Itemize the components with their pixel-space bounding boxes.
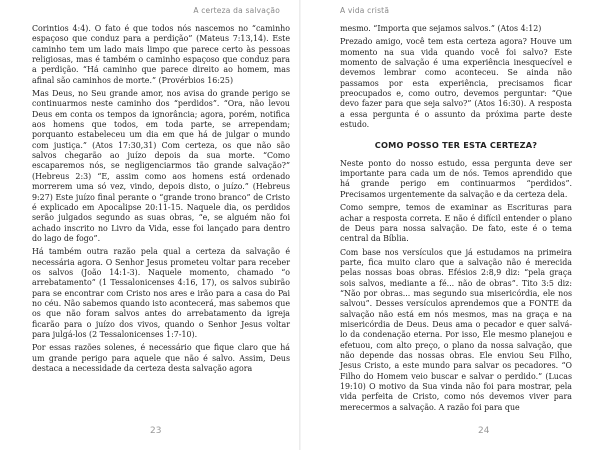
paragraph: Prezado amigo, você tem esta certeza agora? Houve um momento na sua vida quando você foi salvo? Este momento de salvação é uma experiência inesquecível e devemos lembrar como aconteceu. Se ainda não passamos por esta experiência, precisamos ficar preocupados e, como outro, devemos perguntar: “Que devo fazer para que seja salvo?” (Atos 16:30). A resposta a essa pergunta é o assunto da próxima parte deste estudo. (340, 37, 572, 130)
section-heading: COMO POSSO TER ESTA CERTEZA? (374, 140, 538, 151)
paragraph: Mas Deus, no Seu grande amor, nos avisa do grande perigo se continuarmos neste caminho dos “perdidos”. “Ora, não levou Deus em conta os tempos da ignorância; agora, porém, notifica aos homens que todos, em toda parte, se arrependam; porquanto estabeleceu um dia em que há de julgar o mundo com justiça.” (Atos 17:30,31) Com certeza, os que não são salvos chegarão ao juízo depois da sua morte. “Como escaparemos nós, se negligenciarmos tão grande salvação?” (Hebreus 2:3) “E, assim como aos homens está ordenado morrerem uma só vez, vindo, depois disto, o juízo.” (Hebreus 9:27) Este juízo final perante o “grande trono branco” de Cristo é explicado em Apocalipse 20:11-15. Naquele dia, os perdidos serão julgados segundo as suas obras, “e, se alguém não foi achado inscrito no Livro da Vida, esse foi lançado para dentro do lago de fogo”. (32, 89, 290, 243)
paragraph: Com base nos versículos que já estudamos na primeira parte, fica muito claro que a salvação não é merecida pelas nossas boas obras. Efésios 2:8,9 diz: “pela graça sois salvos, mediante a fé... não de obras”. Tito 3:5 diz: “Não por obras... mas segundo sua misericórdia, ele nos salvou”. Desses versículos aprendemos que a FONTE da salvação não está em nós mesmos, mas na graça e na misericórdia de Deus. Deus ama o pecador e quer salvá-lo da condenação eterna. Por isso, Ele mesmo planejou e efetuou, com alto preço, o plano da nossa salvação, que não depende das nossas obras. Ele enviou Seu Filho, Jesus Cristo, a este mundo para salvar os pecadores. “O Filho do Homem veio buscar e salvar o perdido.” (Lucas 19:10) O motivo da Sua vinda não foi para mostrar, pela vida perfeita de Cristo, como nós devemos viver para merecermos a salvação. A razão foi para que (340, 247, 572, 412)
paragraph: Há também outra razão pela qual a certeza da salvação é necessária agora. O Senhor Jesus prometeu voltar para receber os salvos (João 14:1-3). Naquele momento, chamado “o arrebatamento” (1 Tessalonicenses 4:16, 17), os salvos subirão para se encontrar com Cristo nos ares e irão para a casa do Pai no céu. Não sabemos quando isto acontecerá, mas sabemos que os que não foram salvos antes do arrebatamento da igreja ficarão para o juízo dos vivos, quando o Senhor Jesus voltar para julgá-los (2 Tessalonicenses 1:7-10). (32, 247, 290, 339)
page-number: 23 (150, 426, 162, 436)
page-number: 24 (478, 426, 490, 436)
right-page (300, 0, 600, 450)
paragraph: Neste ponto do nosso estudo, essa pergunta deve ser importante para cada um de nós. Temos aprendido que há grande perigo em continuarmos “perdidos”. Precisamos urgentemente da salvação e da certeza dela. (340, 158, 572, 199)
paragraph: Por essas razões solenes, é necessário que fique claro que há um grande perigo para aquele que não é salvo. Assim, Deus destaca a necessidade da certeza desta salvação agora (32, 343, 290, 373)
running-head: A certeza da salvação (193, 6, 280, 15)
paragraph: Como sempre, temos de examinar as Escrituras para achar a resposta correta. E não é difícil entender o plano de Deus para nossa salvação. De fato, este é o tema central da Bíblia. (340, 203, 572, 244)
running-head: A vida cristã (340, 6, 390, 15)
page-body (340, 24, 572, 416)
paragraph: mesmo. “Importa que sejamos salvos.” (Atos 4:12) (340, 24, 542, 33)
paragraph: Corintios 4:4). O fato é que todos nós nascemos no “caminho espaçoso que conduz para a perdição” (Mateus 7:13,14). Este caminho tem um lado mais limpo que parece certo às pessoas religiosas, mas é também o caminho espaçoso que conduz para a perdição. “Há caminho que parece direito ao homem, mas afinal são caminhos de morte.” (Provérbios 16:25) (32, 24, 290, 85)
page-body (32, 24, 290, 377)
